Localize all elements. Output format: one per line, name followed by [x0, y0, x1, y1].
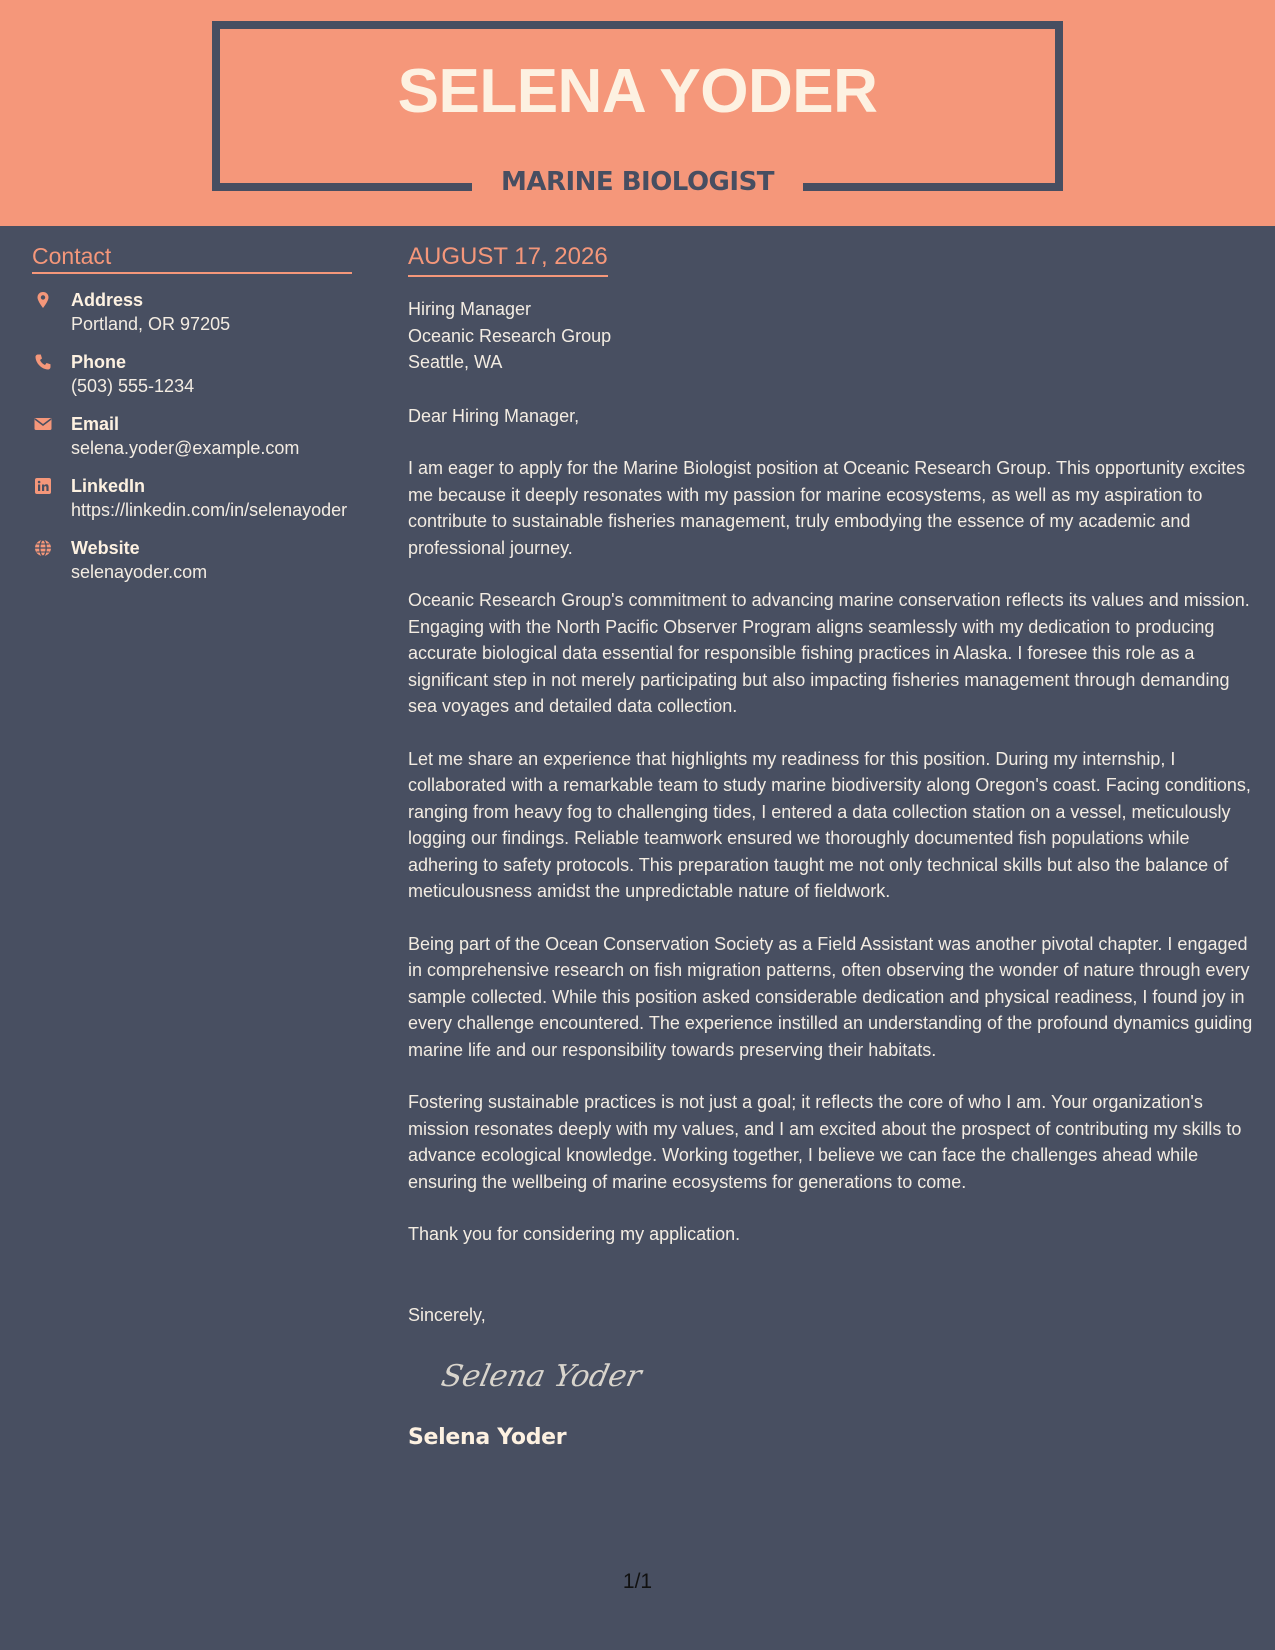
contact-email	[32, 412, 352, 460]
contact-website	[32, 536, 352, 584]
contact-label: LinkedIn	[71, 476, 146, 496]
signer-name: Selena Yoder	[408, 1425, 567, 1450]
contact-label: Email	[71, 414, 120, 434]
contact-value[interactable]: selenayoder.com	[71, 562, 208, 582]
job-title: MARINE BIOLOGIST	[500, 167, 775, 197]
recipient-block	[408, 296, 1253, 376]
envelope-icon	[34, 415, 52, 433]
contact-linkedin	[32, 474, 352, 522]
contact-label: Address	[71, 290, 144, 310]
closing: Sincerely,	[408, 1304, 486, 1325]
recipient-line: Oceanic Research Group	[408, 325, 612, 346]
greeting: Dear Hiring Manager,	[408, 405, 580, 426]
letter-date: AUGUST 17, 2026	[408, 242, 608, 277]
globe-icon	[34, 539, 52, 557]
recipient-line: Seattle, WA	[408, 352, 503, 372]
svg-text:Selena Yoder: Selena Yoder	[438, 1359, 645, 1394]
contact-heading: Contact	[32, 242, 352, 274]
job-title-wrap	[472, 160, 803, 204]
applicant-name: SELENA YODER	[397, 57, 878, 126]
linkedin-icon	[34, 477, 52, 495]
contact-value[interactable]: selena.yoder@example.com	[71, 438, 300, 458]
phone-icon	[34, 353, 52, 371]
contact-label: Phone	[71, 352, 127, 372]
contact-value[interactable]: https://linkedin.com/in/selenayoder	[71, 500, 348, 520]
contact-phone	[32, 350, 352, 398]
recipient-line: Hiring Manager	[408, 299, 532, 319]
contact-address	[32, 288, 352, 336]
signature-image	[436, 1348, 656, 1404]
contact-value: (503) 555-1234	[71, 376, 195, 396]
page-number: 1/1	[622, 1570, 653, 1593]
letter-body	[408, 242, 1253, 1450]
contact-label: Website	[71, 538, 140, 558]
paragraph: I am eager to apply for the Marine Biologist position at Oceanic Research Group. This opportunity excites me because it deeply resonates with my passion for marine ecosystems, as well as my aspiration to contribute to sustainable fisheries management, truly embodying the essence of my academic and professional journey.	[408, 458, 1246, 558]
paragraph: Fostering sustainable practices is not just a goal; it reflects the core of who I am. Your organization's mission resonates deeply with my values, and I am excited about the prospect of contributing my skills to advance ecological knowledge. Working together, I believe we can face the challenges ahead while ensuring the wellbeing of marine ecosystems for generations to come.	[408, 1092, 1242, 1192]
header-band	[0, 0, 1275, 226]
paragraph: Oceanic Research Group's commitment to advancing marine conservation reflects its values and mission. Engaging with the North Pacific Observer Program aligns seamlessly with my dedication to producing accurate biological data essential for responsible fishing practices in Alaska. I foresee this role as a significant step in not merely participating but also impacting fisheries management through demanding sea voyages and detailed data collection.	[408, 590, 1250, 716]
paragraph: Being part of the Ocean Conservation Society as a Field Assistant was another pivotal chapter. I engaged in comprehensive research on fish migration patterns, often observing the wonder of nature through every sample collected. While this position asked considerable dedication and physical readiness, I found joy in every challenge encountered. The experience instilled an understanding of the profound dynamics guiding marine life and our responsibility towards preserving their habitats.	[408, 933, 1253, 1060]
contact-sidebar	[32, 242, 352, 584]
paragraph: Thank you for considering my application.	[408, 1224, 741, 1244]
map-pin-icon	[34, 291, 52, 309]
paragraph: Let me share an experience that highlights my readiness for this position. During my internship, I collaborated with a remarkable team to study marine biodiversity along Oregon's coast. Facing conditions, ranging from heavy fog to challenging tides, I entered a data collection station on a vessel, meticulously logging our findings. Reliable teamwork ensured we thoroughly documented fish populations while adhering to safety protocols. This preparation taught me not only technical skills but also the balance of meticulousness amidst the unpredictable nature of fieldwork.	[408, 748, 1251, 901]
contact-value: Portland, OR 97205	[71, 314, 231, 334]
